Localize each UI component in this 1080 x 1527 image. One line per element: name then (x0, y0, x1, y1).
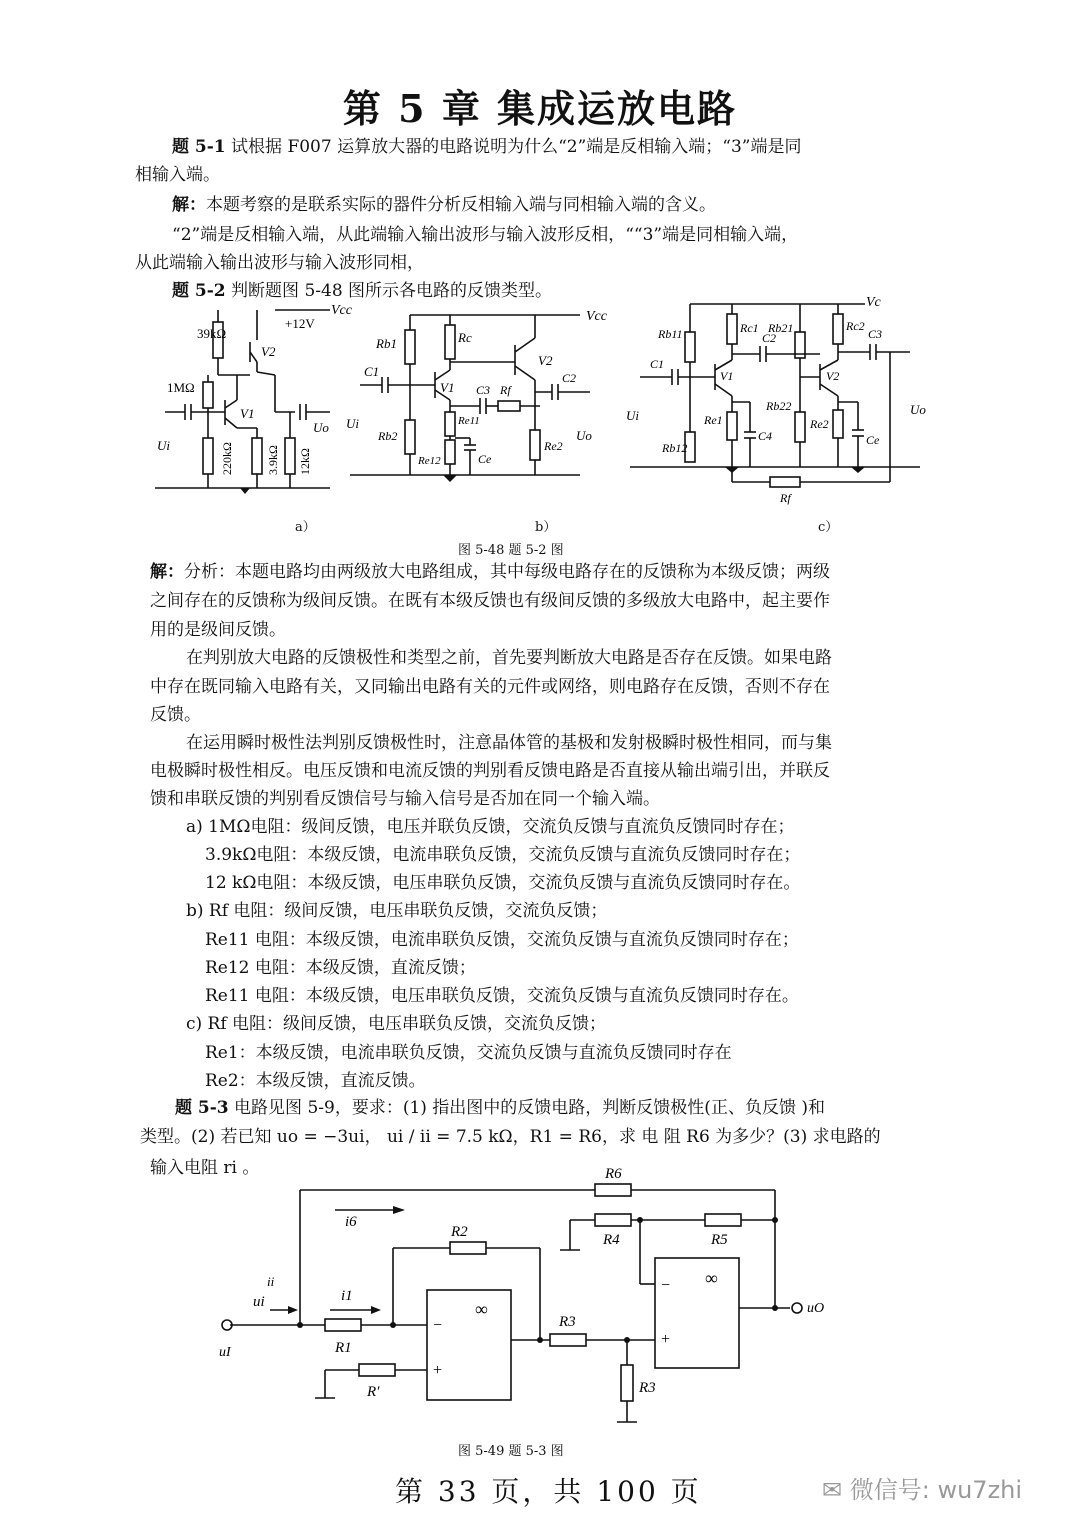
label-ui: Ui (626, 408, 639, 423)
label-uO: uO (807, 1301, 825, 1316)
opamp2-minus: − (661, 1277, 671, 1294)
label-r39k: 39kΩ (197, 326, 227, 341)
circuit-figure-b (340, 300, 610, 500)
label-c1: C1 (364, 364, 380, 379)
label-rc1: Rc1 (740, 321, 759, 335)
label-r39: 3.9kΩ (266, 445, 280, 475)
q53-text2: 类型。(2) 若已知 uo = −3ui， ui / ii = 7.5 kΩ，R1 = R6，求 电 阻 R6 为多少？(3) 求电路的 (140, 1127, 881, 1147)
label-ui: Ui (157, 438, 170, 453)
label-ii: ii (267, 1274, 275, 1289)
subfig-a-label: a） (295, 520, 316, 535)
label-ce: Ce (866, 433, 880, 447)
q52-sol-label: 解： (150, 562, 184, 582)
label-vcc: Vcc (586, 309, 607, 324)
label-rprime: R′ (367, 1384, 380, 1400)
opamp2-inf: ∞ (705, 1268, 718, 1288)
label-re12: Re12 (418, 455, 441, 467)
q51-ans1: “2”端是反相输入端，从此端输入输出波形与输入波形反相，““3”端是同相输入端， (172, 225, 799, 245)
label-c2: C2 (562, 371, 577, 385)
label-uo: Uo (313, 420, 329, 435)
label-c1: C1 (650, 357, 665, 371)
figure-549-caption: 图 5-49 题 5-3 图 (458, 1444, 564, 1459)
answer-b3: Re12 电阻：本级反馈，直流反馈； (205, 958, 476, 978)
label-v1: V1 (720, 369, 734, 383)
q51-sol-text: 本题考察的是联系实际的器件分析反相输入端与同相输入端的含义。 (206, 195, 716, 215)
page-number-footer: 第 33 页，共 100 页 (395, 1475, 702, 1508)
circuit-a-svg (145, 300, 352, 500)
label-r4: R4 (603, 1232, 620, 1248)
label-vcc: Vcc (331, 303, 352, 318)
subfig-b-label: b） (535, 520, 557, 535)
answer-c3: Re2：本级反馈，直流反馈。 (205, 1071, 426, 1091)
answer-b2: Re11 电阻：本级反馈，电流串联负反馈，交流负反馈与直流负反馈同时存在； (205, 930, 799, 950)
label-rb2: Rb2 (378, 429, 398, 443)
label-12v: +12V (285, 316, 315, 331)
opamp-circuit-svg (215, 1160, 855, 1440)
subfig-c-label: c） (818, 520, 839, 535)
answer-a2: 3.9kΩ电阻：本级反馈，电流串联负反馈，交流负反馈与直流负反馈同时存在； (205, 845, 801, 865)
opamp1-plus: + (433, 1362, 443, 1379)
opamp-circuit-figure (215, 1160, 855, 1440)
label-rb21: Rb21 (768, 321, 794, 335)
q52-sol-line1 (150, 557, 830, 587)
wechat-id: 微信号: wu7zhi (849, 1476, 1023, 1504)
q51-text1: 试根据 F007 运算放大器的电路说明为什么“2”端是反相输入端；“3”端是同 (225, 137, 802, 157)
q52-para2-l2: 中存在既同输入电路有关，又同输出电路有关的元件或网络，则电路存在反馈，否则不存在 (150, 677, 830, 697)
q51-label: 题 5-1 (172, 137, 226, 157)
circuit-figure-c (620, 292, 930, 510)
label-c2: C2 (762, 331, 777, 345)
answer-b1: b) Rf 电阻：级间反馈，电压串联负反馈，交流负反馈； (186, 901, 608, 921)
label-rc2: Rc2 (846, 319, 865, 333)
q52-para1-l2: 之间存在的反馈称为级间反馈。在既有本级反馈也有级间反馈的多级放大电路中，起主要作 (150, 591, 830, 611)
q52-para1-l3: 用的是级间反馈。 (150, 620, 286, 640)
label-rb11: Rb11 (658, 327, 683, 341)
label-v1: V1 (440, 380, 455, 395)
q53-text3: 输入电阻 ri 。 (150, 1158, 260, 1178)
label-i6: i6 (345, 1214, 357, 1230)
q51-line1 (172, 132, 802, 162)
q53-text1: 电路见图 5-9，要求：(1) 指出图中的反馈电路，判断反馈极性(正、负反馈 )和 (228, 1098, 825, 1118)
label-c3: C3 (476, 383, 491, 397)
label-rc: Rc (458, 330, 472, 345)
label-r3b: R3 (639, 1380, 656, 1396)
opamp2-plus: + (661, 1331, 671, 1348)
label-v2: V2 (261, 344, 276, 359)
label-rf: Rf (500, 383, 511, 397)
label-uo: Uo (576, 428, 592, 443)
q52-para3-l2: 电极瞬时极性相反。电压反馈和电流反馈的判别看反馈电路是否直接从输出端引出，并联反 (150, 761, 830, 781)
q52-para1-l1: 分析：本题电路均由两级放大电路组成，其中每级电路存在的反馈称为本级反馈；两级 (184, 562, 830, 582)
page-title: 第 5 章 集成运放电路 (342, 86, 738, 131)
label-v2: V2 (538, 353, 553, 368)
circuit-c-svg (620, 292, 930, 510)
answer-a3: 12 kΩ电阻：本级反馈，电压串联负反馈，交流负反馈与直流负反馈同时存在。 (205, 873, 801, 893)
label-r1: R1 (335, 1340, 352, 1356)
label-r220k: 220kΩ (220, 442, 234, 475)
label-r3a: R3 (559, 1314, 576, 1330)
label-re1: Re1 (704, 413, 723, 427)
answer-c1: c) Rf 电阻：级间反馈，电压串联负反馈，交流负反馈； (186, 1014, 607, 1034)
q51-ans2: 从此端输入输出波形与输入波形同相， (135, 253, 424, 273)
answer-c2: Re1：本级反馈，电流串联负反馈，交流负反馈与直流负反馈同时存在 (205, 1043, 732, 1063)
label-rb22: Rb22 (766, 399, 792, 413)
q53-label: 题 5-3 (175, 1098, 229, 1118)
label-r2: R2 (451, 1224, 468, 1240)
label-re11: Re11 (458, 415, 480, 427)
q51-solution (172, 190, 716, 220)
label-i1: i1 (341, 1288, 353, 1304)
wechat-icon: ✉ (822, 1476, 850, 1504)
label-uI: uI (219, 1345, 231, 1360)
label-r6: R6 (605, 1166, 622, 1182)
q51-sol-label: 解： (172, 195, 206, 215)
label-re2: Re2 (810, 417, 829, 431)
label-v1: V1 (240, 406, 255, 421)
q53-line1 (175, 1093, 825, 1123)
figure-548-caption: 图 5-48 题 5-2 图 (458, 543, 564, 558)
label-ui: Ui (346, 416, 359, 431)
opamp1-minus: − (433, 1317, 443, 1334)
label-1m: 1MΩ (167, 380, 195, 395)
q52-para2-l1: 在判别放大电路的反馈极性和类型之前，首先要判断放大电路是否存在反馈。如果电路 (186, 648, 832, 668)
label-ce: Ce (478, 452, 492, 466)
label-re2: Re2 (544, 439, 563, 453)
opamp1-inf: ∞ (475, 1299, 488, 1319)
q52-para2-l3: 反馈。 (150, 705, 201, 725)
label-r12k: 12kΩ (298, 448, 312, 475)
label-rb12: Rb12 (662, 441, 688, 455)
q52-text: 判断题图 5-48 图所示各电路的反馈类型。 (225, 281, 553, 301)
circuit-figure-a (145, 300, 352, 500)
label-ui: ui (253, 1294, 265, 1310)
label-c4: C4 (758, 429, 773, 443)
label-c3: C3 (868, 327, 883, 341)
circuit-b-svg (340, 300, 610, 500)
answer-b4: Re11 电阻：本级反馈，电压串联负反馈，交流负反馈与直流负反馈同时存在。 (205, 986, 799, 1006)
wechat-watermark (822, 1470, 1022, 1505)
answer-a1: a) 1MΩ电阻：级间反馈，电压并联负反馈，交流负反馈与直流负反馈同时存在； (186, 817, 795, 837)
label-r5: R5 (711, 1232, 728, 1248)
label-rf: Rf (780, 491, 791, 505)
q52-para3-l1: 在运用瞬时极性法判别反馈极性时，注意晶体管的基极和发射极瞬时极性相同，而与集 (186, 733, 832, 753)
label-v2: V2 (826, 369, 840, 383)
label-uo: Uo (910, 402, 926, 417)
label-vcc: Vc (866, 295, 881, 310)
q52-label: 题 5-2 (172, 281, 226, 301)
q51-text2: 相输入端。 (135, 165, 220, 185)
label-rb1: Rb1 (376, 336, 397, 351)
q52-para3-l3: 馈和串联反馈的判别看反馈信号与输入信号是否加在同一个输入端。 (150, 789, 660, 809)
